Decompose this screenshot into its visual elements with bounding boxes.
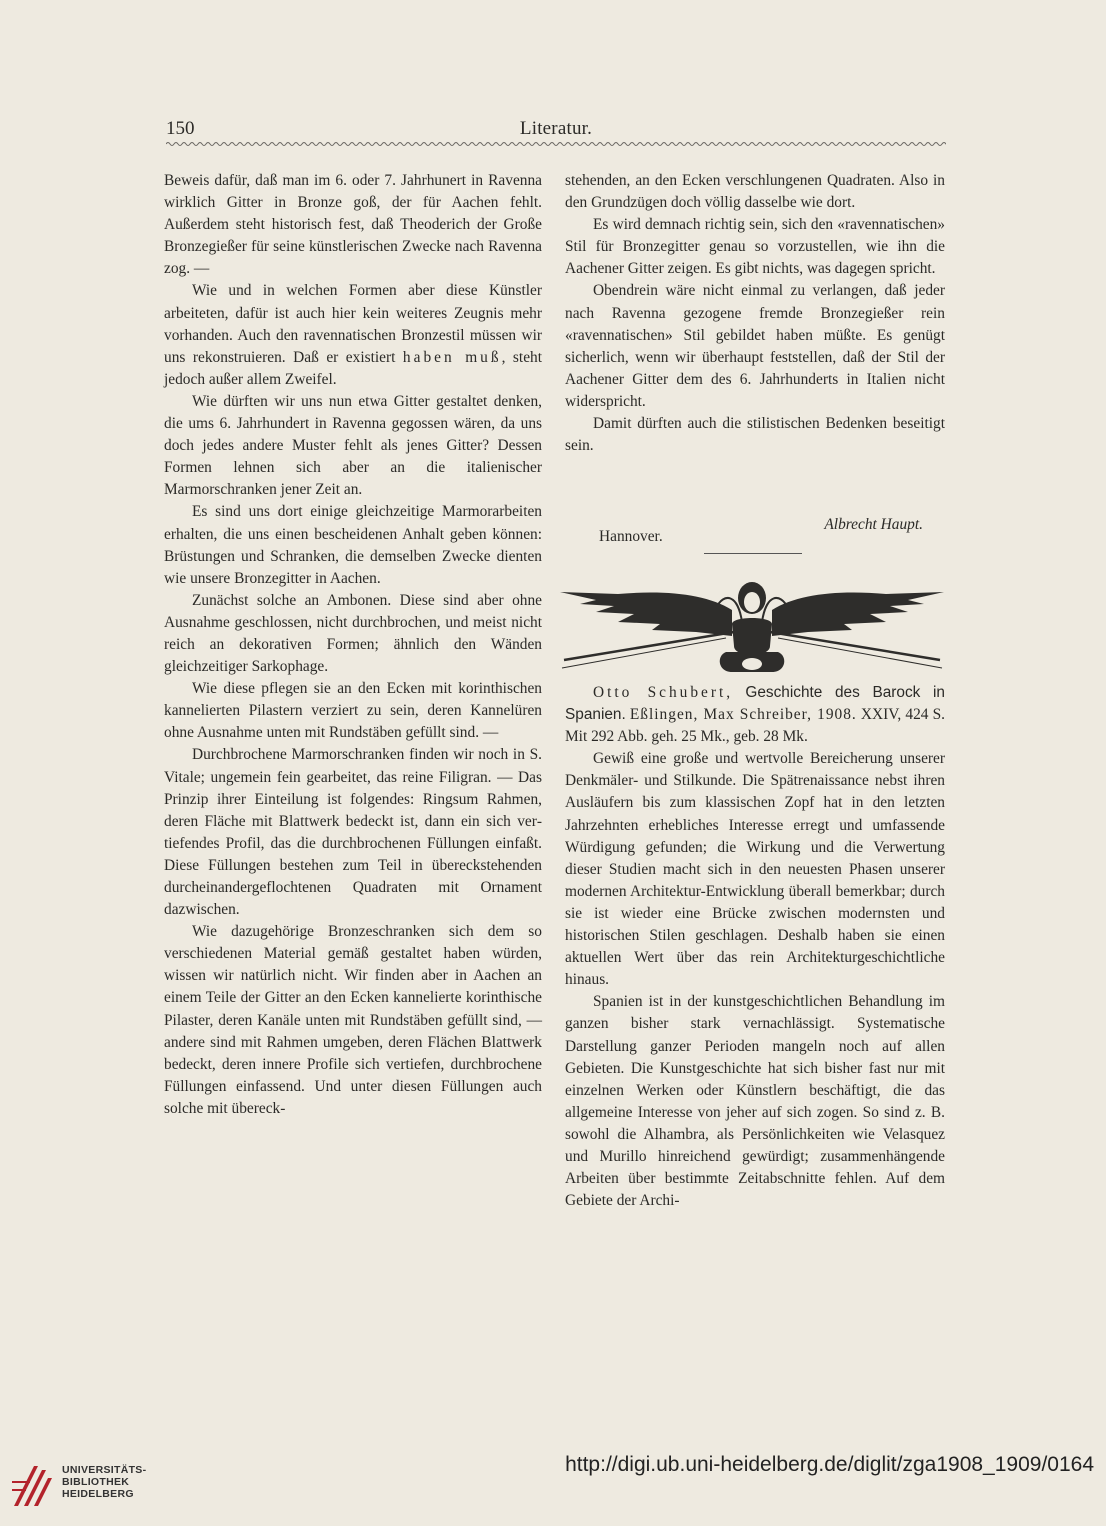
review-publisher: Eßlingen, Max Schreiber, 1908. — [629, 706, 857, 724]
text-run: Wie und in welchen Formen aber diese Künstler arbeiteten, dafür ist auch hier kein weiteres Zeugnis mehr vorhanden. Auch den ravennatischen Bronzestil müssen wir uns rekonstruieren. Daß er existiert — [164, 282, 542, 366]
place-name: Hannover. — [599, 528, 663, 545]
paragraph: Obendrein wäre nicht einmal zu verlangen, daß jeder nach Ravenna gezogene fremde Bronzegießer rein «ravennatischen» Stil gebildet haben müßte. Es genügt sicherlich, wenn wir überhaupt feststellen, daß der Stil der Aachener Gitter dem des 6. Jahrhunderts in Italien nicht widerspricht. — [565, 282, 945, 410]
paragraph: Zunächst solche an Ambonen. Diese sind aber ohne Ausnahme geschlossen, nicht durchbrochen, und meist nicht reich an dekorativen Formen; ähnlich den Wänden gleichzeitiger Sarkophage. — [164, 591, 542, 676]
paragraph: Es wird demnach richtig sein, sich den «ravennatischen» Stil für Bronzegitter genau so vorzustellen, wie ihn die Aachener Gitter zeigen. Es gibt nichts, was dagegen spricht. — [565, 216, 945, 278]
library-name-line: UNIVERSITÄTS- — [62, 1464, 147, 1476]
library-name — [62, 1464, 146, 1500]
running-title: Literatur. — [519, 118, 593, 139]
paragraph: Gewiß eine große und wertvolle Bereicherung unserer Denkmäler- und Stilkunde. Die Spätrenaissance nebst ihren Ausläufern bis zum klassischen Zopf hat in den letzten Jahrzehnten erhebliches Interesse erregt und umfassende Würdigung gefunden; die Wirkung und die Verwertung dieser Studien macht sich in den neuesten Phasen unserer modernen Architektur-Entwicklung überall bemerkbar; durch sie ist wieder eine Brücke zwischen modernsten und historischen Stilen geschlagen. Deshalb haben sie einen aktuellen Wert über das rein Architekturgeschichtliche hinaus. — [565, 750, 945, 989]
paragraph: Durchbrochene Marmorschranken finden wir noch in S. Vitale; ungemein fein gearbeitet, das reine Filigran. — Das Prinzip ihrer Einteilung ist folgendes: Ringsum Rahmen, deren Fläche mit Blattwerk bedeckt ist, dann ein sich vertiefendes Profil, das die durchbrochenen Füllungen einfaßt. Diese Füllungen bestehen zum Teil in übereckstehenden durcheinandergeflochtenen Quadraten mit Ornament dazwischen. — [164, 746, 542, 919]
review-author: Otto Schubert, — [593, 684, 734, 701]
paragraph — [164, 280, 542, 390]
digitization-footer — [0, 1448, 1106, 1526]
book-review — [565, 682, 945, 1212]
paragraph: Beweis dafür, daß man im 6. oder 7. Jahrhunert in Ravenna wirklich Gitter in Bronze goß, der für Aachen fehlt. Außerdem steht historisch fest, daß Theoderich der Große Bronzegießer für seine künstlerischen Zwecke nach Ravenna zog. — — [164, 172, 542, 278]
right-column-top — [565, 170, 945, 457]
wavy-rule — [166, 140, 946, 148]
permalink-url[interactable]: http://digi.ub.uni-heidelberg.de/diglit/zga1908_1909/0164 — [565, 1453, 1094, 1476]
page-header — [166, 118, 946, 148]
text-run: , steht jedoch außer allem Zweifel. — [164, 348, 542, 388]
paragraph: Wie dürften wir uns nun etwa Gitter gestaltet denken, die ums 6. Jahrhundert in Ravenna gegossen wären, da uns doch jedes andere Muster fehlt als jenes Gitter? Dessen Formen lehnen sich aber an die italienischer Marmorschranken jener Zeit an. — [164, 392, 542, 499]
page-number: 150 — [166, 118, 195, 139]
paragraph: Wie diese pflegen sie an den Ecken mit korinthischen kannelierten Pilastern verziert zu sein, deren Kannelüren ohne Ausnahme unten mit Rundstäben gefüllt sind. — — [164, 680, 542, 742]
library-name-line: BIBLIOTHEK — [62, 1476, 130, 1488]
paragraph: stehenden, an den Ecken verschlungenen Quadraten. Also in den Grundzügen doch völlig dasselbe wie dort. — [565, 172, 945, 212]
left-column — [164, 170, 542, 1120]
paragraph: Wie dazugehörige Bronzeschranken sich dem so verschiedenen Material gemäß gestaltet haben würden, wissen wir natürlich nicht. Wir finden aber in Aachen an einem Teile der Gitter an den Ecken kannelierte korinthische Pilaster, deren Kanäle unten mit Rundstäben gefüllt sind, — andere sind mit Rahmen umgeben, deren Flächen Blattwerk bedeckt, deren innere Profile sich vertiefen, durchbrochene Füllungen einfassend. Und unter diesen Füllungen auch solche mit übereck- — [164, 923, 542, 1117]
library-name-line: HEIDELBERG — [62, 1488, 134, 1500]
article-signoff — [565, 512, 945, 558]
author-signature: Albrecht Haupt. — [824, 516, 923, 533]
paragraph: Damit dürften auch die stilistischen Bedenken beseitigt sein. — [565, 415, 945, 455]
emphasized-text: haben muß — [402, 348, 502, 366]
review-title: Geschichte des Barock in Spanien. — [565, 684, 945, 724]
review-citation — [565, 682, 945, 748]
paragraph: Spanien ist in der kunstgeschichtlichen Behandlung im ganzen bisher stark vernachlässigt. Systematische Darstellung ganzer Perioden mangeln noch auf allen Gebieten. Die Kunstgeschichte hat sich bisher fast nur mit einzelnen Werken oder Künstlern beschäftigt, die das allgemeine Interesse von jeher auf sich zogen. So sind z. B. sowohl die Alhambra, als Persönlichkeiten wie Velasquez und Murillo hinreichend gewürdigt; zusammenhängende Arbeiten über bestimmte Zeitabschnitte fehlen. Auf dem Gebiete der Archi- — [565, 993, 945, 1210]
winged-figure-vignette-icon — [556, 572, 948, 682]
review-details: XXIV, 424 S. Mit 292 Abb. geh. 25 Mk., geb. 28 Mk. — [565, 706, 945, 746]
section-divider — [704, 553, 802, 554]
paragraph: Es sind uns dort einige gleichzeitige Marmorarbeiten erhalten, die uns einen bescheidenen Anhalt geben können: Brüstungen und Schranken, die demselben Zwecke dienten wie unsere Bronzegitter in Aachen. — [164, 503, 542, 587]
university-library-logo-icon — [10, 1460, 54, 1510]
